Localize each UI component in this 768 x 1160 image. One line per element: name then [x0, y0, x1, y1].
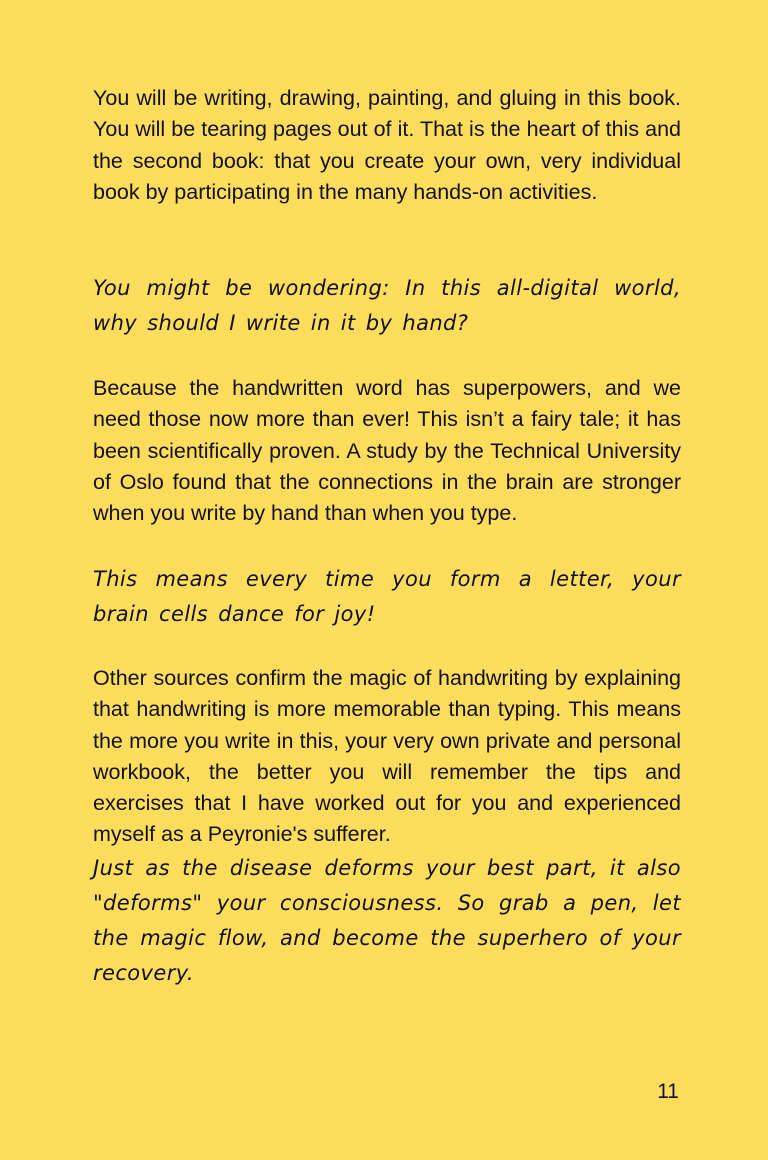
body-paragraph-intro: You will be writing, drawing, painting, and gluing in this book. You will be tearing pages out of it. That is the heart of this and the second book: that you create your own, very individual book by participating in the many hands-on activities.: [93, 86, 681, 204]
page-number: 11: [657, 1080, 679, 1103]
handwritten-question: You might be wondering: In this all-digital world, why should I write in it by hand?: [93, 276, 681, 335]
body-paragraph-memorable: Other sources confirm the magic of handwriting by explaining that handwriting is more memorable than typing. This means the more you write in this, your very own private and personal workbook, the better you will remember the tips and exercises that I have worked out for you and experienced myself as a Peyronie's sufferer.: [93, 666, 681, 847]
body-paragraph-study: Because the handwritten word has superpowers, and we need those now more than ever! This isn’t a fairy tale; it has been scientifically proven. A study by the Technical University of Oslo found that the connections in the brain are stronger when you write by hand than when you type.: [93, 376, 681, 526]
handwritten-superhero: Just as the disease deforms your best part, it also "deforms" your consciousness. So grab a pen, let the magic flow, and become the superhero of your recovery.: [93, 856, 681, 985]
handwritten-brain-cells: This means every time you form a letter, your brain cells dance for joy!: [93, 567, 681, 626]
